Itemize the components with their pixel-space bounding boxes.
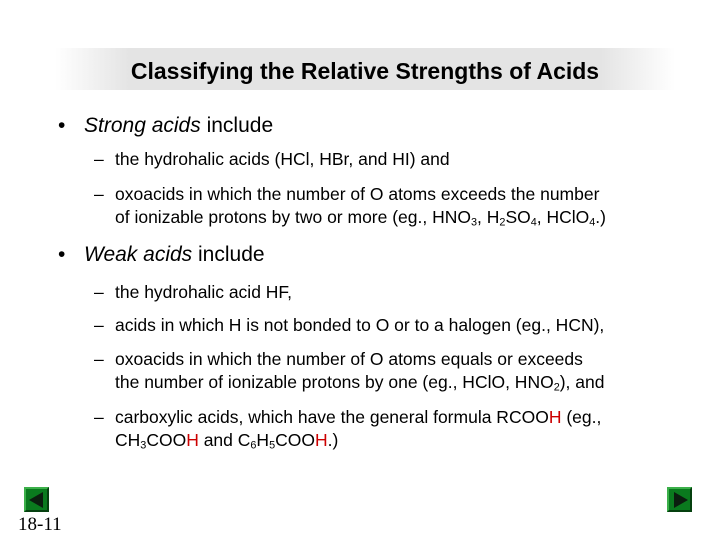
prev-slide-button[interactable]	[24, 487, 49, 512]
acidic-h: H	[548, 407, 562, 427]
slide-number: 18-11	[18, 514, 62, 535]
acidic-h: H	[186, 430, 199, 450]
bullet-dot: •	[58, 114, 66, 137]
next-slide-button[interactable]	[667, 487, 692, 512]
slide-title: Classifying the Relative Strengths of Acids	[130, 58, 600, 84]
arrow-right-icon	[674, 492, 688, 508]
arrow-left-icon	[29, 492, 43, 508]
bullet-dot: •	[58, 243, 66, 266]
acidic-h: H	[314, 430, 328, 450]
title-band	[55, 48, 675, 90]
term-strong-acids: Strong acids	[84, 114, 201, 137]
term-weak-acids: Weak acids	[84, 243, 193, 266]
